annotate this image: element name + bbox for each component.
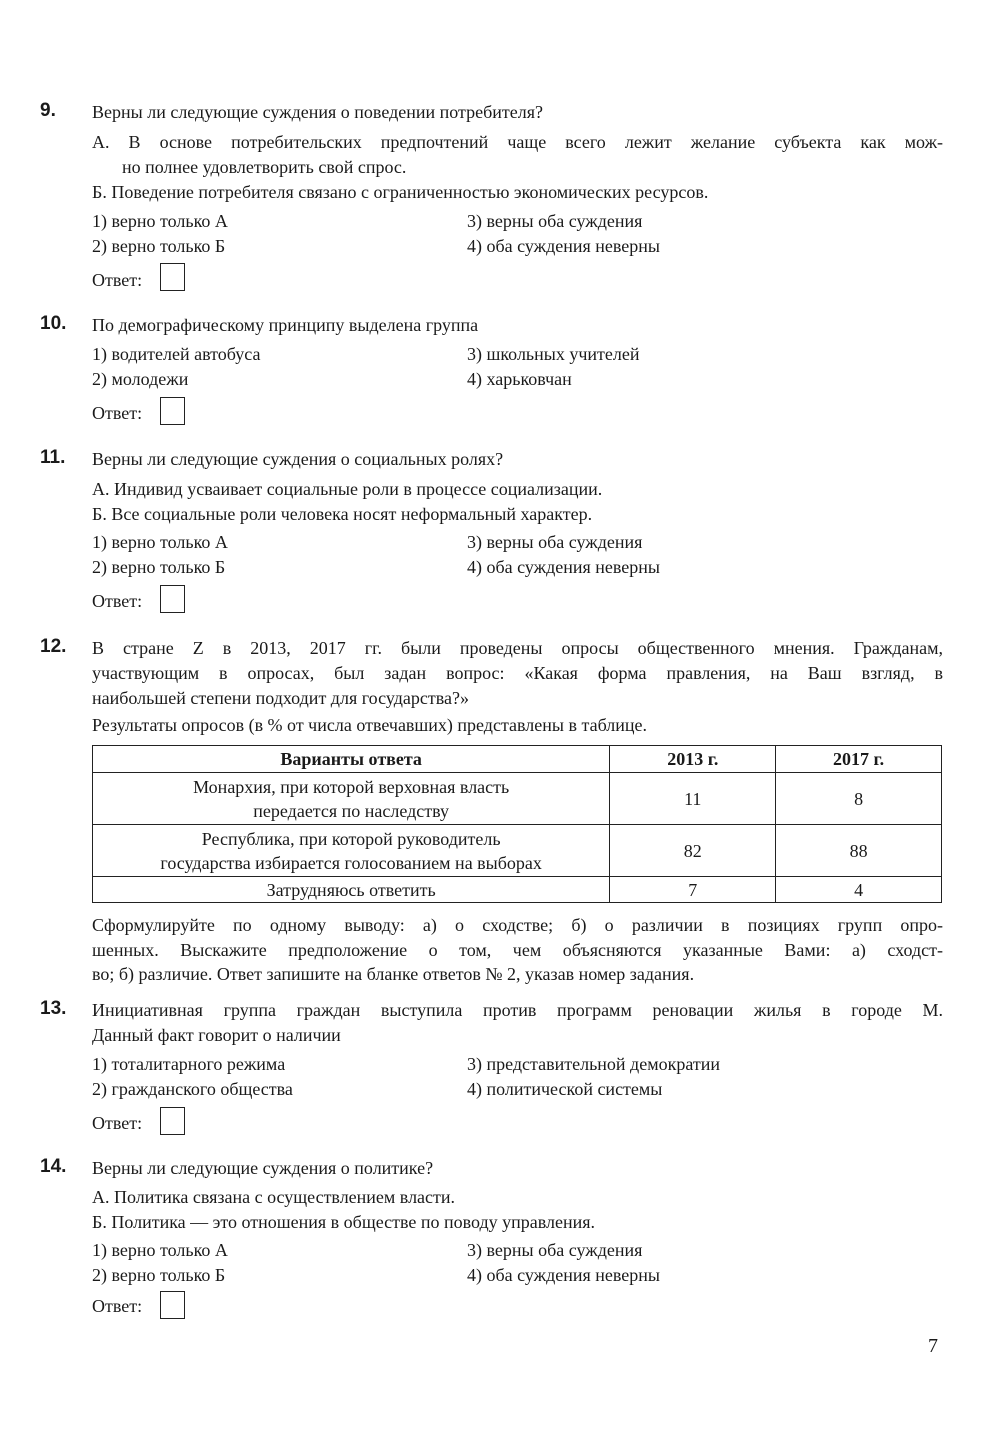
question-text-line1: В стране Z в 2013, 2017 гг. были проведены опросы общественного мнения. Гражданам, [92, 638, 943, 658]
table-cell-label [93, 773, 610, 825]
option-4: 4) харьковчан [467, 369, 572, 389]
question-number: 10. [40, 313, 67, 334]
statement-a: А. Политика связана с осуществлением власти. [92, 1187, 456, 1207]
answer-box[interactable] [160, 1291, 185, 1319]
answer-label: Ответ: [92, 403, 143, 423]
question-number: 14. [40, 1156, 67, 1177]
option-1: 1) верно только А [92, 211, 228, 231]
table-cell-2017: 4 [776, 877, 942, 903]
question-text: Верны ли следующие суждения о политике? [92, 1158, 434, 1178]
question-number: 11. [40, 447, 66, 468]
option-1: 1) верно только А [92, 532, 228, 552]
question-text-line2: Данный факт говорит о наличии [92, 1025, 341, 1045]
statement-a: А. В основе потребительских предпочтений чаще всего лежит желание субъекта как мож- [92, 132, 943, 152]
option-4: 4) оба суждения неверны [467, 236, 661, 256]
table-row [93, 773, 942, 825]
question-text: Верны ли следующие суждения о поведении потребителя? [92, 102, 543, 122]
table-intro: Результаты опросов (в % от числа отвечавших) представлены в таблице. [92, 715, 648, 735]
answer-box[interactable] [160, 1107, 185, 1135]
option-4: 4) оба суждения неверны [467, 557, 661, 577]
table-cell-2013: 82 [610, 825, 776, 877]
table-header-row [93, 746, 942, 773]
task-text-line3: во; б) различие. Ответ запишите на бланке ответов № 2, указав номер задания. [92, 964, 695, 984]
answer-label: Ответ: [92, 1113, 143, 1133]
question-text: Верны ли следующие суждения о социальных ролях? [92, 449, 504, 469]
option-2: 2) верно только Б [92, 1265, 226, 1285]
option-3: 3) представительной демократии [467, 1054, 720, 1074]
option-4: 4) оба суждения неверны [467, 1265, 661, 1285]
table-cell-2013: 11 [610, 773, 776, 825]
survey-results-table [92, 745, 942, 903]
answer-label: Ответ: [92, 1296, 143, 1316]
question-number: 12. [40, 636, 67, 657]
table-row [93, 825, 942, 877]
option-2: 2) молодежи [92, 369, 189, 389]
table-row [93, 877, 942, 903]
label-line: государства избирается голосованием на выборах [160, 852, 542, 873]
question-number: 13. [40, 998, 67, 1019]
task-text-line2: шенных. Выскажите предположение о том, чем объясняются указанные Вами: а) сходст- [92, 940, 943, 960]
question-text-line1: Инициативная группа граждан выступила против программ реновации жилья в городе М. [92, 1000, 943, 1020]
statement-a: А. Индивид усваивает социальные роли в процессе социализации. [92, 479, 603, 499]
answer-box[interactable] [160, 397, 185, 425]
statement-a-cont: но полнее удовлетворить свой спрос. [122, 157, 407, 177]
table-header: Варианты ответа [93, 746, 610, 773]
label-line: Монархия, при которой верховная власть [193, 776, 510, 797]
answer-box[interactable] [160, 585, 185, 613]
table-cell-label [93, 825, 610, 877]
task-text-line1: Сформулируйте по одному выводу: а) о сходстве; б) о различии в позициях групп опро- [92, 915, 943, 935]
label-line: передается по наследству [253, 800, 450, 821]
table-header: 2013 г. [610, 746, 776, 773]
statement-b: Б. Поведение потребителя связано с ограниченностью экономических ресурсов. [92, 182, 709, 202]
option-2: 2) верно только Б [92, 557, 226, 577]
option-2: 2) верно только Б [92, 236, 226, 256]
statement-b: Б. Все социальные роли человека носят неформальный характер. [92, 504, 593, 524]
option-1: 1) верно только А [92, 1240, 228, 1260]
page-number: 7 [928, 1335, 938, 1357]
option-1: 1) тоталитарного режима [92, 1054, 286, 1074]
table-cell-2013: 7 [610, 877, 776, 903]
option-3: 3) верны оба суждения [467, 1240, 643, 1260]
question-number: 9. [40, 100, 56, 121]
table-cell-2017: 88 [776, 825, 942, 877]
answer-label: Ответ: [92, 270, 143, 290]
option-2: 2) гражданского общества [92, 1079, 293, 1099]
option-4: 4) политической системы [467, 1079, 663, 1099]
table-header: 2017 г. [776, 746, 942, 773]
label-line: Республика, при которой руководитель [201, 828, 501, 849]
table-cell-label: Затрудняюсь ответить [93, 877, 610, 903]
table-cell-2017: 8 [776, 773, 942, 825]
answer-box[interactable] [160, 263, 185, 291]
option-3: 3) верны оба суждения [467, 532, 643, 552]
question-text: По демографическому принципу выделена группа [92, 315, 479, 335]
question-text-line2: участвующим в опросах, был задан вопрос: «Какая форма правления, на Ваш взгляд, в [92, 663, 943, 683]
option-3: 3) верны оба суждения [467, 211, 643, 231]
option-1: 1) водителей автобуса [92, 344, 261, 364]
answer-label: Ответ: [92, 591, 143, 611]
statement-b: Б. Политика — это отношения в обществе по поводу управления. [92, 1212, 596, 1232]
option-3: 3) школьных учителей [467, 344, 640, 364]
question-text-line3: наибольшей степени подходит для государства?» [92, 688, 469, 708]
